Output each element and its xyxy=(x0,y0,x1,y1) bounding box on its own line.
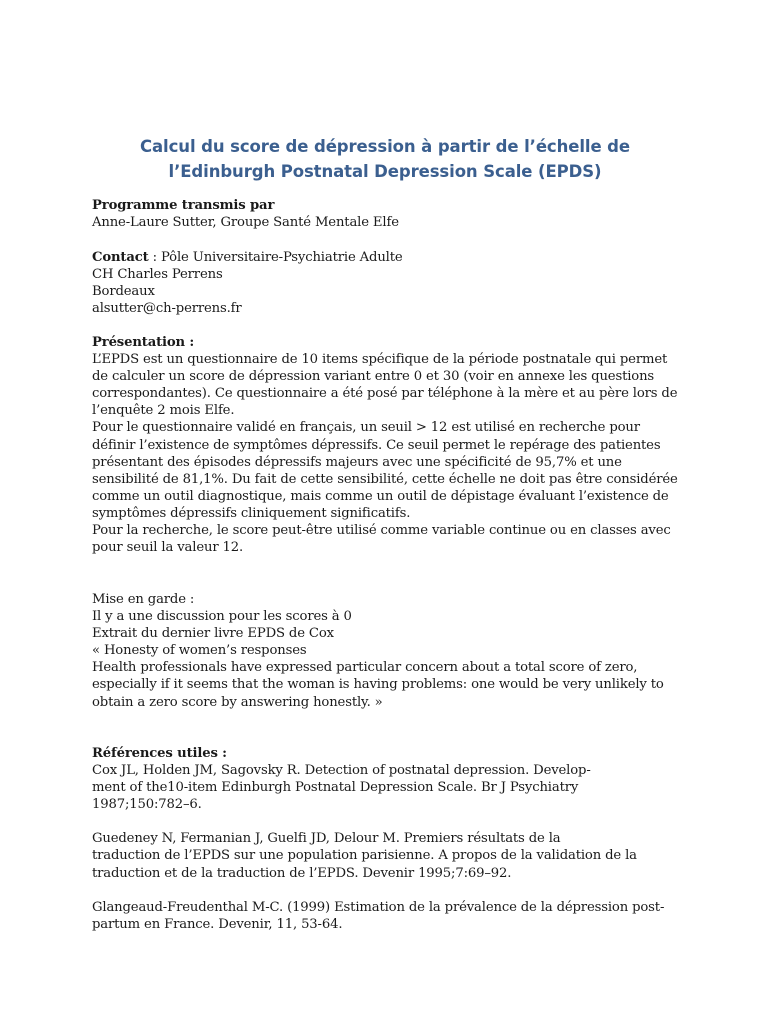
presentation-line: symptômes dépressifs cliniquement significatifs. xyxy=(92,505,411,521)
presentation-heading: Présentation : xyxy=(92,335,195,350)
reference-line: partum en France. Devenir, 11, 53-64. xyxy=(92,916,343,932)
presentation-line: sensibilité de 81,1%. Du fait de cette sensibilité, cette échelle ne doit pas être considérée xyxy=(92,471,678,487)
programme-section xyxy=(92,197,682,231)
warning-line: Extrait du dernier livre EPDS de Cox xyxy=(92,626,334,642)
reference-line: ment of the10-item Edinburgh Postnatal Depression Scale. Br J Psychiatry xyxy=(92,780,579,796)
reference-line: 1987;150:782–6. xyxy=(92,797,202,813)
title-line-2: l’Edinburgh Postnatal Depression Scale (EPDS) xyxy=(168,162,602,181)
warning-section xyxy=(92,591,682,711)
programme-author: Anne-Laure Sutter, Groupe Santé Mentale Elfe xyxy=(92,215,399,231)
contact-line-1 xyxy=(92,249,682,266)
contact-hospital: CH Charles Perrens xyxy=(92,267,223,283)
reference-item xyxy=(92,762,682,813)
presentation-line: présentant des épisodes dépressifs majeurs avec une spécificité de 95,7% et une xyxy=(92,454,622,470)
references-heading: Références utiles : xyxy=(92,746,227,761)
warning-heading: Mise en garde : xyxy=(92,592,195,607)
reference-line: Glangeaud-Freudenthal M-C. (1999) Estimation de la prévalence de la dépression post- xyxy=(92,899,665,915)
reference-line: traduction et de la traduction de l’EPDS. Devenir 1995;7:69–92. xyxy=(92,865,512,881)
reference-line: Guedeney N, Fermanian J, Guelfi JD, Delour M. Premiers résultats de la xyxy=(92,831,561,847)
contact-section xyxy=(92,249,682,317)
presentation-line: l’enquête 2 mois Elfe. xyxy=(92,403,235,419)
presentation-line: de calculer un score de dépression variant entre 0 et 30 (voir en annexe les questions xyxy=(92,369,655,385)
presentation-line: définir l’existence de symptômes dépressifs. Ce seuil permet le repérage des patientes xyxy=(92,437,661,453)
contact-institution: Pôle Universitaire-Psychiatrie Adulte xyxy=(160,250,403,265)
presentation-line: correspondantes). Ce questionnaire a été posé par téléphone à la mère et au père lors de xyxy=(92,386,678,402)
warning-line: « Honesty of women’s responses xyxy=(92,643,307,659)
reference-line: traduction de l’EPDS sur une population parisienne. A propos de la validation de la xyxy=(92,848,637,864)
warning-line: Il y a une discussion pour les scores à 0 xyxy=(92,609,352,625)
warning-line: Health professionals have expressed particular concern about a total score of zero, xyxy=(92,660,638,676)
warning-line: obtain a zero score by answering honestly. » xyxy=(92,694,383,710)
programme-heading: Programme transmis par xyxy=(92,198,275,213)
presentation-line: Pour le questionnaire validé en français, un seuil > 12 est utilisé en recherche pour xyxy=(92,420,640,436)
presentation-line: Pour la recherche, le score peut-être utilisé comme variable continue ou en classes avec xyxy=(92,523,671,539)
reference-item xyxy=(92,830,682,881)
reference-item xyxy=(92,899,682,933)
presentation-line: pour seuil la valeur 12. xyxy=(92,540,244,556)
title-line-1: Calcul du score de dépression à partir de l’échelle de xyxy=(140,137,630,156)
contact-city: Bordeaux xyxy=(92,284,155,300)
presentation-section xyxy=(92,334,682,556)
contact-email: alsutter@ch-perrens.fr xyxy=(92,301,242,317)
page-title xyxy=(0,134,770,184)
contact-label: Contact xyxy=(92,250,149,265)
reference-line: Cox JL, Holden JM, Sagovsky R. Detection of postnatal depression. Develop- xyxy=(92,763,591,779)
warning-line: especially if it seems that the woman is having problems: one would be very unlikely to xyxy=(92,677,664,693)
contact-separator: : xyxy=(148,250,161,265)
presentation-line: L’EPDS est un questionnaire de 10 items spécifique de la période postnatale qui permet xyxy=(92,352,668,368)
presentation-line: comme un outil diagnostique, mais comme un outil de dépistage évaluant l’existence de xyxy=(92,488,669,504)
references-section xyxy=(92,745,682,933)
